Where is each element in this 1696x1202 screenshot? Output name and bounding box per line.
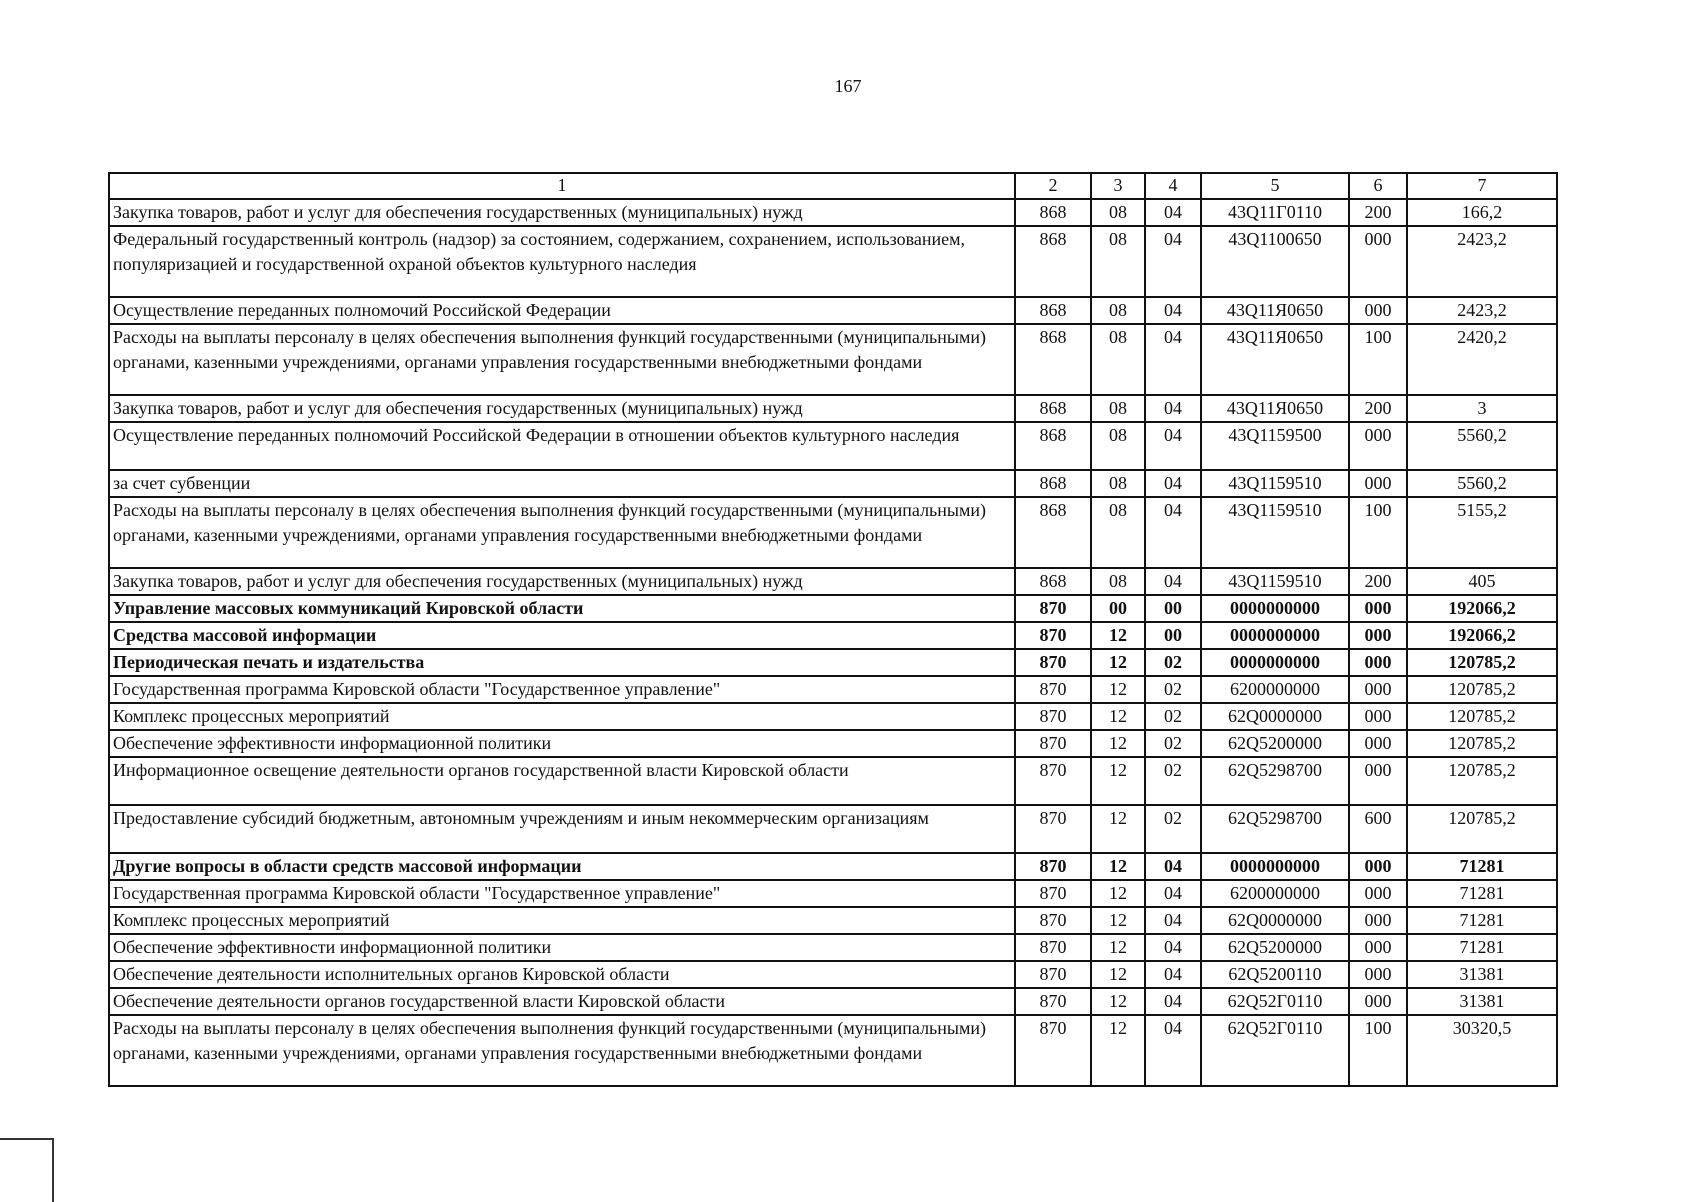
row-amount: 71281 — [1407, 853, 1557, 880]
row-ministry-code: 868 — [1015, 324, 1091, 395]
table-row — [109, 470, 1557, 497]
scan-margin-mark — [0, 1138, 54, 1202]
table-row — [109, 324, 1557, 395]
row-description: Осуществление переданных полномочий Российской Федерации — [109, 297, 1015, 324]
row-expense-type: 100 — [1349, 1015, 1407, 1086]
row-description: Государственная программа Кировской области "Государственное управление" — [109, 880, 1015, 907]
row-expense-type: 100 — [1349, 497, 1407, 568]
row-target-article: 62Q0000000 — [1201, 703, 1349, 730]
row-target-article: 6200000000 — [1201, 676, 1349, 703]
row-subsection: 02 — [1145, 703, 1201, 730]
row-amount: 166,2 — [1407, 199, 1557, 226]
row-section: 08 — [1091, 324, 1145, 395]
row-target-article: 43Q11Я0650 — [1201, 297, 1349, 324]
row-section: 08 — [1091, 497, 1145, 568]
row-subsection: 02 — [1145, 805, 1201, 853]
table-row — [109, 961, 1557, 988]
table-row — [109, 622, 1557, 649]
table-row — [109, 805, 1557, 853]
row-subsection: 04 — [1145, 880, 1201, 907]
table-body — [109, 199, 1557, 1086]
row-ministry-code: 868 — [1015, 568, 1091, 595]
table-row — [109, 297, 1557, 324]
page-number: 167 — [834, 76, 862, 96]
row-ministry-code: 870 — [1015, 1015, 1091, 1086]
row-section: 00 — [1091, 595, 1145, 622]
row-description: Обеспечение эффективности информационной политики — [109, 934, 1015, 961]
row-target-article: 43Q11Г0110 — [1201, 199, 1349, 226]
row-subsection: 04 — [1145, 470, 1201, 497]
table-row — [109, 595, 1557, 622]
row-description: Расходы на выплаты персоналу в целях обеспечения выполнения функций государственными (муниципальными) органами, казенными учреждениями, органами управления государственными внебюджетными фондами — [109, 1015, 1015, 1086]
row-ministry-code: 868 — [1015, 226, 1091, 297]
row-description: Обеспечение деятельности органов государственной власти Кировской области — [109, 988, 1015, 1015]
row-section: 08 — [1091, 199, 1145, 226]
row-section: 12 — [1091, 880, 1145, 907]
row-expense-type: 000 — [1349, 961, 1407, 988]
row-expense-type: 000 — [1349, 422, 1407, 470]
row-ministry-code: 868 — [1015, 497, 1091, 568]
row-ministry-code: 870 — [1015, 595, 1091, 622]
row-description: Комплекс процессных мероприятий — [109, 907, 1015, 934]
row-amount: 192066,2 — [1407, 622, 1557, 649]
table-row — [109, 568, 1557, 595]
row-section: 12 — [1091, 961, 1145, 988]
row-target-article: 43Q1159510 — [1201, 470, 1349, 497]
row-description: Закупка товаров, работ и услуг для обеспечения государственных (муниципальных) нужд — [109, 199, 1015, 226]
row-target-article: 62Q52Г0110 — [1201, 1015, 1349, 1086]
row-target-article: 62Q5200000 — [1201, 730, 1349, 757]
table-row — [109, 730, 1557, 757]
row-amount: 5560,2 — [1407, 422, 1557, 470]
table-row — [109, 395, 1557, 422]
row-subsection: 04 — [1145, 961, 1201, 988]
table-row — [109, 880, 1557, 907]
row-subsection: 00 — [1145, 595, 1201, 622]
table-row — [109, 226, 1557, 297]
row-subsection: 04 — [1145, 907, 1201, 934]
row-expense-type: 000 — [1349, 703, 1407, 730]
table-header — [109, 173, 1557, 199]
row-section: 08 — [1091, 422, 1145, 470]
row-expense-type: 000 — [1349, 934, 1407, 961]
row-subsection: 02 — [1145, 649, 1201, 676]
row-ministry-code: 870 — [1015, 880, 1091, 907]
row-expense-type: 000 — [1349, 649, 1407, 676]
row-subsection: 04 — [1145, 297, 1201, 324]
row-expense-type: 000 — [1349, 226, 1407, 297]
row-description: за счет субвенции — [109, 470, 1015, 497]
row-description: Федеральный государственный контроль (надзор) за состоянием, содержанием, сохранением, использованием, популяризацией и государственной охраной объектов культурного наследия — [109, 226, 1015, 297]
row-expense-type: 000 — [1349, 907, 1407, 934]
row-target-article: 0000000000 — [1201, 595, 1349, 622]
row-section: 12 — [1091, 988, 1145, 1015]
row-subsection: 04 — [1145, 568, 1201, 595]
row-amount: 3 — [1407, 395, 1557, 422]
row-amount: 120785,2 — [1407, 805, 1557, 853]
budget-table — [108, 172, 1558, 1087]
row-ministry-code: 870 — [1015, 934, 1091, 961]
row-section: 12 — [1091, 805, 1145, 853]
row-target-article: 43Q1159500 — [1201, 422, 1349, 470]
row-subsection: 04 — [1145, 497, 1201, 568]
row-description: Периодическая печать и издательства — [109, 649, 1015, 676]
row-subsection: 04 — [1145, 1015, 1201, 1086]
row-section: 08 — [1091, 470, 1145, 497]
row-target-article: 62Q0000000 — [1201, 907, 1349, 934]
header-col-6: 6 — [1349, 173, 1407, 199]
row-expense-type: 000 — [1349, 730, 1407, 757]
header-row — [109, 173, 1557, 199]
row-ministry-code: 870 — [1015, 961, 1091, 988]
table-row — [109, 703, 1557, 730]
row-ministry-code: 870 — [1015, 676, 1091, 703]
row-target-article: 62Q5298700 — [1201, 805, 1349, 853]
row-section: 08 — [1091, 297, 1145, 324]
row-amount: 405 — [1407, 568, 1557, 595]
row-amount: 120785,2 — [1407, 757, 1557, 805]
row-amount: 71281 — [1407, 880, 1557, 907]
row-expense-type: 000 — [1349, 988, 1407, 1015]
row-target-article: 62Q5298700 — [1201, 757, 1349, 805]
row-description: Обеспечение деятельности исполнительных органов Кировской области — [109, 961, 1015, 988]
row-expense-type: 200 — [1349, 395, 1407, 422]
row-amount: 120785,2 — [1407, 676, 1557, 703]
row-target-article: 0000000000 — [1201, 622, 1349, 649]
row-description: Средства массовой информации — [109, 622, 1015, 649]
table-row — [109, 853, 1557, 880]
row-description: Закупка товаров, работ и услуг для обеспечения государственных (муниципальных) нужд — [109, 395, 1015, 422]
row-section: 12 — [1091, 1015, 1145, 1086]
row-ministry-code: 868 — [1015, 470, 1091, 497]
row-section: 12 — [1091, 853, 1145, 880]
row-expense-type: 000 — [1349, 622, 1407, 649]
row-target-article: 43Q1159510 — [1201, 497, 1349, 568]
row-amount: 71281 — [1407, 934, 1557, 961]
row-amount: 2420,2 — [1407, 324, 1557, 395]
row-description: Расходы на выплаты персоналу в целях обеспечения выполнения функций государственными (муниципальными) органами, казенными учреждениями, органами управления государственными внебюджетными фондами — [109, 324, 1015, 395]
row-amount: 120785,2 — [1407, 703, 1557, 730]
row-expense-type: 000 — [1349, 853, 1407, 880]
table-row — [109, 757, 1557, 805]
row-section: 12 — [1091, 907, 1145, 934]
row-subsection: 04 — [1145, 226, 1201, 297]
row-ministry-code: 870 — [1015, 988, 1091, 1015]
row-expense-type: 000 — [1349, 595, 1407, 622]
row-amount: 31381 — [1407, 961, 1557, 988]
row-ministry-code: 868 — [1015, 199, 1091, 226]
row-section: 12 — [1091, 622, 1145, 649]
table-row — [109, 907, 1557, 934]
row-expense-type: 000 — [1349, 470, 1407, 497]
row-description: Обеспечение эффективности информационной политики — [109, 730, 1015, 757]
row-ministry-code: 870 — [1015, 757, 1091, 805]
row-ministry-code: 870 — [1015, 703, 1091, 730]
row-description: Комплекс процессных мероприятий — [109, 703, 1015, 730]
header-col-3: 3 — [1091, 173, 1145, 199]
row-amount: 5155,2 — [1407, 497, 1557, 568]
row-target-article: 43Q1159510 — [1201, 568, 1349, 595]
row-subsection: 02 — [1145, 676, 1201, 703]
header-col-4: 4 — [1145, 173, 1201, 199]
row-target-article: 62Q52Г0110 — [1201, 988, 1349, 1015]
row-description: Осуществление переданных полномочий Российской Федерации в отношении объектов культурного наследия — [109, 422, 1015, 470]
table-row — [109, 422, 1557, 470]
row-ministry-code: 870 — [1015, 853, 1091, 880]
row-amount: 5560,2 — [1407, 470, 1557, 497]
row-section: 12 — [1091, 934, 1145, 961]
row-amount: 120785,2 — [1407, 730, 1557, 757]
row-section: 08 — [1091, 395, 1145, 422]
row-section: 12 — [1091, 703, 1145, 730]
row-target-article: 0000000000 — [1201, 853, 1349, 880]
row-description: Информационное освещение деятельности органов государственной власти Кировской области — [109, 757, 1015, 805]
row-section: 12 — [1091, 676, 1145, 703]
row-target-article: 0000000000 — [1201, 649, 1349, 676]
row-expense-type: 000 — [1349, 676, 1407, 703]
row-description: Предоставление субсидий бюджетным, автономным учреждениям и иным некоммерческим организациям — [109, 805, 1015, 853]
row-subsection: 04 — [1145, 853, 1201, 880]
row-expense-type: 100 — [1349, 324, 1407, 395]
row-ministry-code: 870 — [1015, 730, 1091, 757]
row-subsection: 04 — [1145, 988, 1201, 1015]
row-target-article: 62Q5200110 — [1201, 961, 1349, 988]
row-expense-type: 200 — [1349, 568, 1407, 595]
table-row — [109, 988, 1557, 1015]
row-description: Расходы на выплаты персоналу в целях обеспечения выполнения функций государственными (муниципальными) органами, казенными учреждениями, органами управления государственными внебюджетными фондами — [109, 497, 1015, 568]
row-amount: 192066,2 — [1407, 595, 1557, 622]
row-amount: 31381 — [1407, 988, 1557, 1015]
row-expense-type: 000 — [1349, 297, 1407, 324]
row-amount: 71281 — [1407, 907, 1557, 934]
row-ministry-code: 868 — [1015, 422, 1091, 470]
row-description: Государственная программа Кировской области "Государственное управление" — [109, 676, 1015, 703]
table-row — [109, 1015, 1557, 1086]
row-subsection: 04 — [1145, 324, 1201, 395]
header-col-5: 5 — [1201, 173, 1349, 199]
row-subsection: 04 — [1145, 422, 1201, 470]
row-subsection: 02 — [1145, 730, 1201, 757]
table-row — [109, 676, 1557, 703]
row-target-article: 43Q1100650 — [1201, 226, 1349, 297]
row-subsection: 04 — [1145, 395, 1201, 422]
header-col-2: 2 — [1015, 173, 1091, 199]
row-description: Управление массовых коммуникаций Кировской области — [109, 595, 1015, 622]
row-subsection: 04 — [1145, 934, 1201, 961]
table-row — [109, 649, 1557, 676]
row-section: 12 — [1091, 757, 1145, 805]
row-ministry-code: 870 — [1015, 805, 1091, 853]
row-amount: 30320,5 — [1407, 1015, 1557, 1086]
row-amount: 120785,2 — [1407, 649, 1557, 676]
row-subsection: 00 — [1145, 622, 1201, 649]
header-col-7: 7 — [1407, 173, 1557, 199]
row-section: 08 — [1091, 568, 1145, 595]
row-description: Другие вопросы в области средств массовой информации — [109, 853, 1015, 880]
row-amount: 2423,2 — [1407, 297, 1557, 324]
row-expense-type: 200 — [1349, 199, 1407, 226]
row-subsection: 02 — [1145, 757, 1201, 805]
table-row — [109, 497, 1557, 568]
row-target-article: 62Q5200000 — [1201, 934, 1349, 961]
row-ministry-code: 870 — [1015, 622, 1091, 649]
row-expense-type: 000 — [1349, 880, 1407, 907]
row-ministry-code: 870 — [1015, 907, 1091, 934]
row-target-article: 6200000000 — [1201, 880, 1349, 907]
row-description: Закупка товаров, работ и услуг для обеспечения государственных (муниципальных) нужд — [109, 568, 1015, 595]
row-subsection: 04 — [1145, 199, 1201, 226]
row-ministry-code: 868 — [1015, 395, 1091, 422]
row-target-article: 43Q11Я0650 — [1201, 324, 1349, 395]
row-section: 12 — [1091, 730, 1145, 757]
row-ministry-code: 868 — [1015, 297, 1091, 324]
header-col-1: 1 — [109, 173, 1015, 199]
row-expense-type: 600 — [1349, 805, 1407, 853]
table-row — [109, 934, 1557, 961]
row-amount: 2423,2 — [1407, 226, 1557, 297]
row-section: 12 — [1091, 649, 1145, 676]
row-ministry-code: 870 — [1015, 649, 1091, 676]
table-row — [109, 199, 1557, 226]
row-expense-type: 000 — [1349, 757, 1407, 805]
row-section: 08 — [1091, 226, 1145, 297]
row-target-article: 43Q11Я0650 — [1201, 395, 1349, 422]
